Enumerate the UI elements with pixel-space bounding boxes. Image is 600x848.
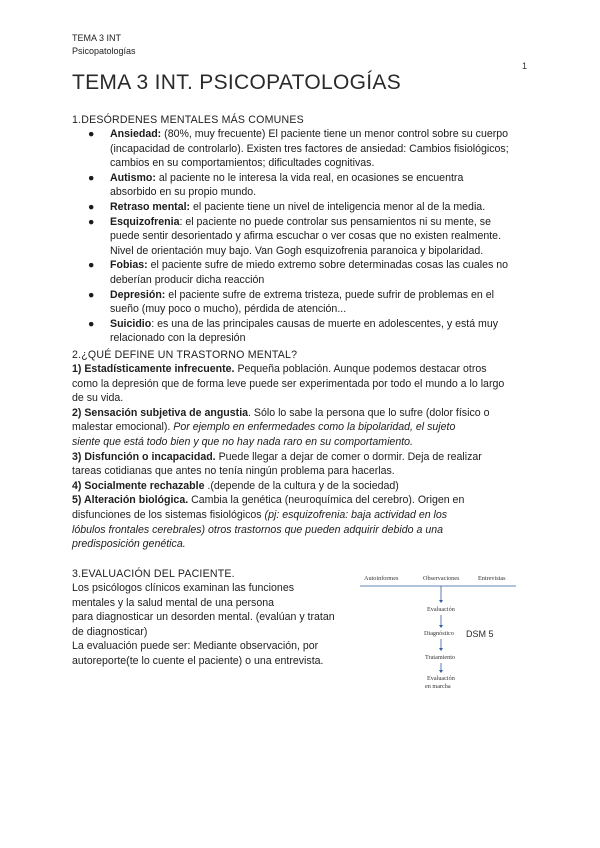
section3-body: Los psicólogos clínicos examinan las funciones mentales y la salud mental de una persona para diagnosticar un desorden mental. (evalúan y tratan de diagnosticar) La evaluación puede ser: Mediante observación, por autoreporte(te lo cuente el paciente) o una entrevista.	[72, 582, 335, 667]
section2-heading: 2.¿QUÉ DEFINE UN TRASTORNO MENTAL?	[72, 349, 298, 361]
criterion-3: 3) Disfunción o incapacidad. Puede llegar a dejar de comer o dormir. Deja de realizar	[72, 450, 482, 463]
header-course: TEMA 3 INT	[72, 33, 122, 43]
criterion-5: 5) Alteración biológica. Cambia la genética (neuroquímica del cerebro). Origen en	[72, 494, 465, 507]
arrowhead-4	[439, 670, 443, 673]
section1-heading: 1.DESÓRDENES MENTALES MÁS COMUNES	[72, 114, 304, 126]
list-item: ● Retraso mental: el paciente tiene un nivel de inteligencia menor al de la media.	[88, 200, 486, 213]
arrowhead-2	[439, 625, 443, 628]
dsm5-annotation: DSM 5	[466, 629, 494, 639]
flow-tratamiento: Tratamiento	[425, 654, 456, 661]
list-item: ● Depresión: el paciente sufre de extrema tristeza, puede sufrir de problemas en el sueño (muy poco o mucho), pérdida de atención...	[88, 288, 494, 316]
list-item: ● Esquizofrenia: el paciente no puede controlar sus pensamientos ni su mente, se puede sentir desorientado y afirma escuchar o ver cosas que no existen realmente. Nivel de orientación muy bajo. Van Gogh esquizofrenia paranoica y bipolaridad.	[88, 215, 502, 257]
flow-diagnostico: Diagnóstico	[424, 630, 454, 637]
page-title: TEMA 3 INT. PSICOPATOLOGÍAS	[72, 71, 402, 94]
arrowhead-1	[439, 600, 443, 603]
label-observaciones: Observaciones	[423, 575, 460, 582]
disorders-list	[88, 127, 526, 346]
list-item: ● Autismo: al paciente no le interesa la vida real, en ocasiones se encuentra absorbido en su propio mundo.	[88, 171, 464, 199]
list-item: ● Fobias: el paciente sufre de miedo extremo sobre determinadas cosas las cuales no deberían producir dicha reacción	[88, 259, 509, 286]
section2-body: 1) Estadísticamente infrecuente. Pequeña población. Aunque podemos destacar otros como la depresión que de forma leve puede ser experimentada por todo el mundo a lo largo de su vida. 2) Sensación subjetiva de angustia. Sólo lo sabe la persona que lo sufre (dolor físico o malestar emocional). Por ejemplo en enfermedades como la bipolaridad, el sujeto siente que está todo bien y que no hay nada raro en su comportamiento. 3) Disfunción o incapacidad. Puede llegar a dejar de comer o dormir. Deja de realizar tareas cotidianas que antes no tenía ningún problema para hacerlas. 4) Socialmente rechazable .(depende de la cultura y de la sociedad) 5) Alteración biológica. Cambia la genética (neuroquímica del cerebro). Origen en disfunciones de los sistemas fisiológicos (pj: esquizofrenia: baja actividad en los lóbulos frontales cerebrales) otros trastornos que pueden adquirir debido a una predisposición genética.	[72, 362, 532, 552]
criterion-1: 1) Estadísticamente infrecuente. Pequeña población. Aunque podemos destacar otros	[72, 363, 487, 375]
evaluation-diagram	[360, 568, 520, 693]
flow-evaluacion-2: Evaluación	[427, 675, 455, 682]
header-subject: Psicopatologías	[72, 46, 136, 56]
label-entrevistas: Entrevistas	[478, 575, 506, 582]
list-item: ● Suicidio: es una de las principales causas de muerte en adolescentes, y está muy relacionado con la depresión	[88, 317, 499, 345]
label-autoinformes: Autoinformes	[364, 575, 399, 582]
section3-heading: 3.EVALUACIÓN DEL PACIENTE.	[72, 568, 235, 580]
flow-evaluacion: Evaluación	[427, 606, 455, 613]
criterion-4: 4) Socialmente rechazable .(depende de la cultura y de la sociedad)	[72, 479, 399, 492]
flow-en-marcha: en marcha	[425, 683, 451, 690]
arrowhead-3	[439, 648, 443, 651]
page-number: 1	[522, 61, 528, 71]
criterion-2: 2) Sensación subjetiva de angustia. Sólo lo sabe la persona que lo sufre (dolor físico o	[72, 406, 490, 419]
list-item: ● Ansiedad: (80%, muy frecuente) El paciente tiene un menor control sobre su cuerpo (incapacidad de controlarlo). Existen tres factores de ansiedad: Cambios fisiológicos; cambios en su comportamientos; dificultades cognitivas.	[88, 128, 509, 170]
